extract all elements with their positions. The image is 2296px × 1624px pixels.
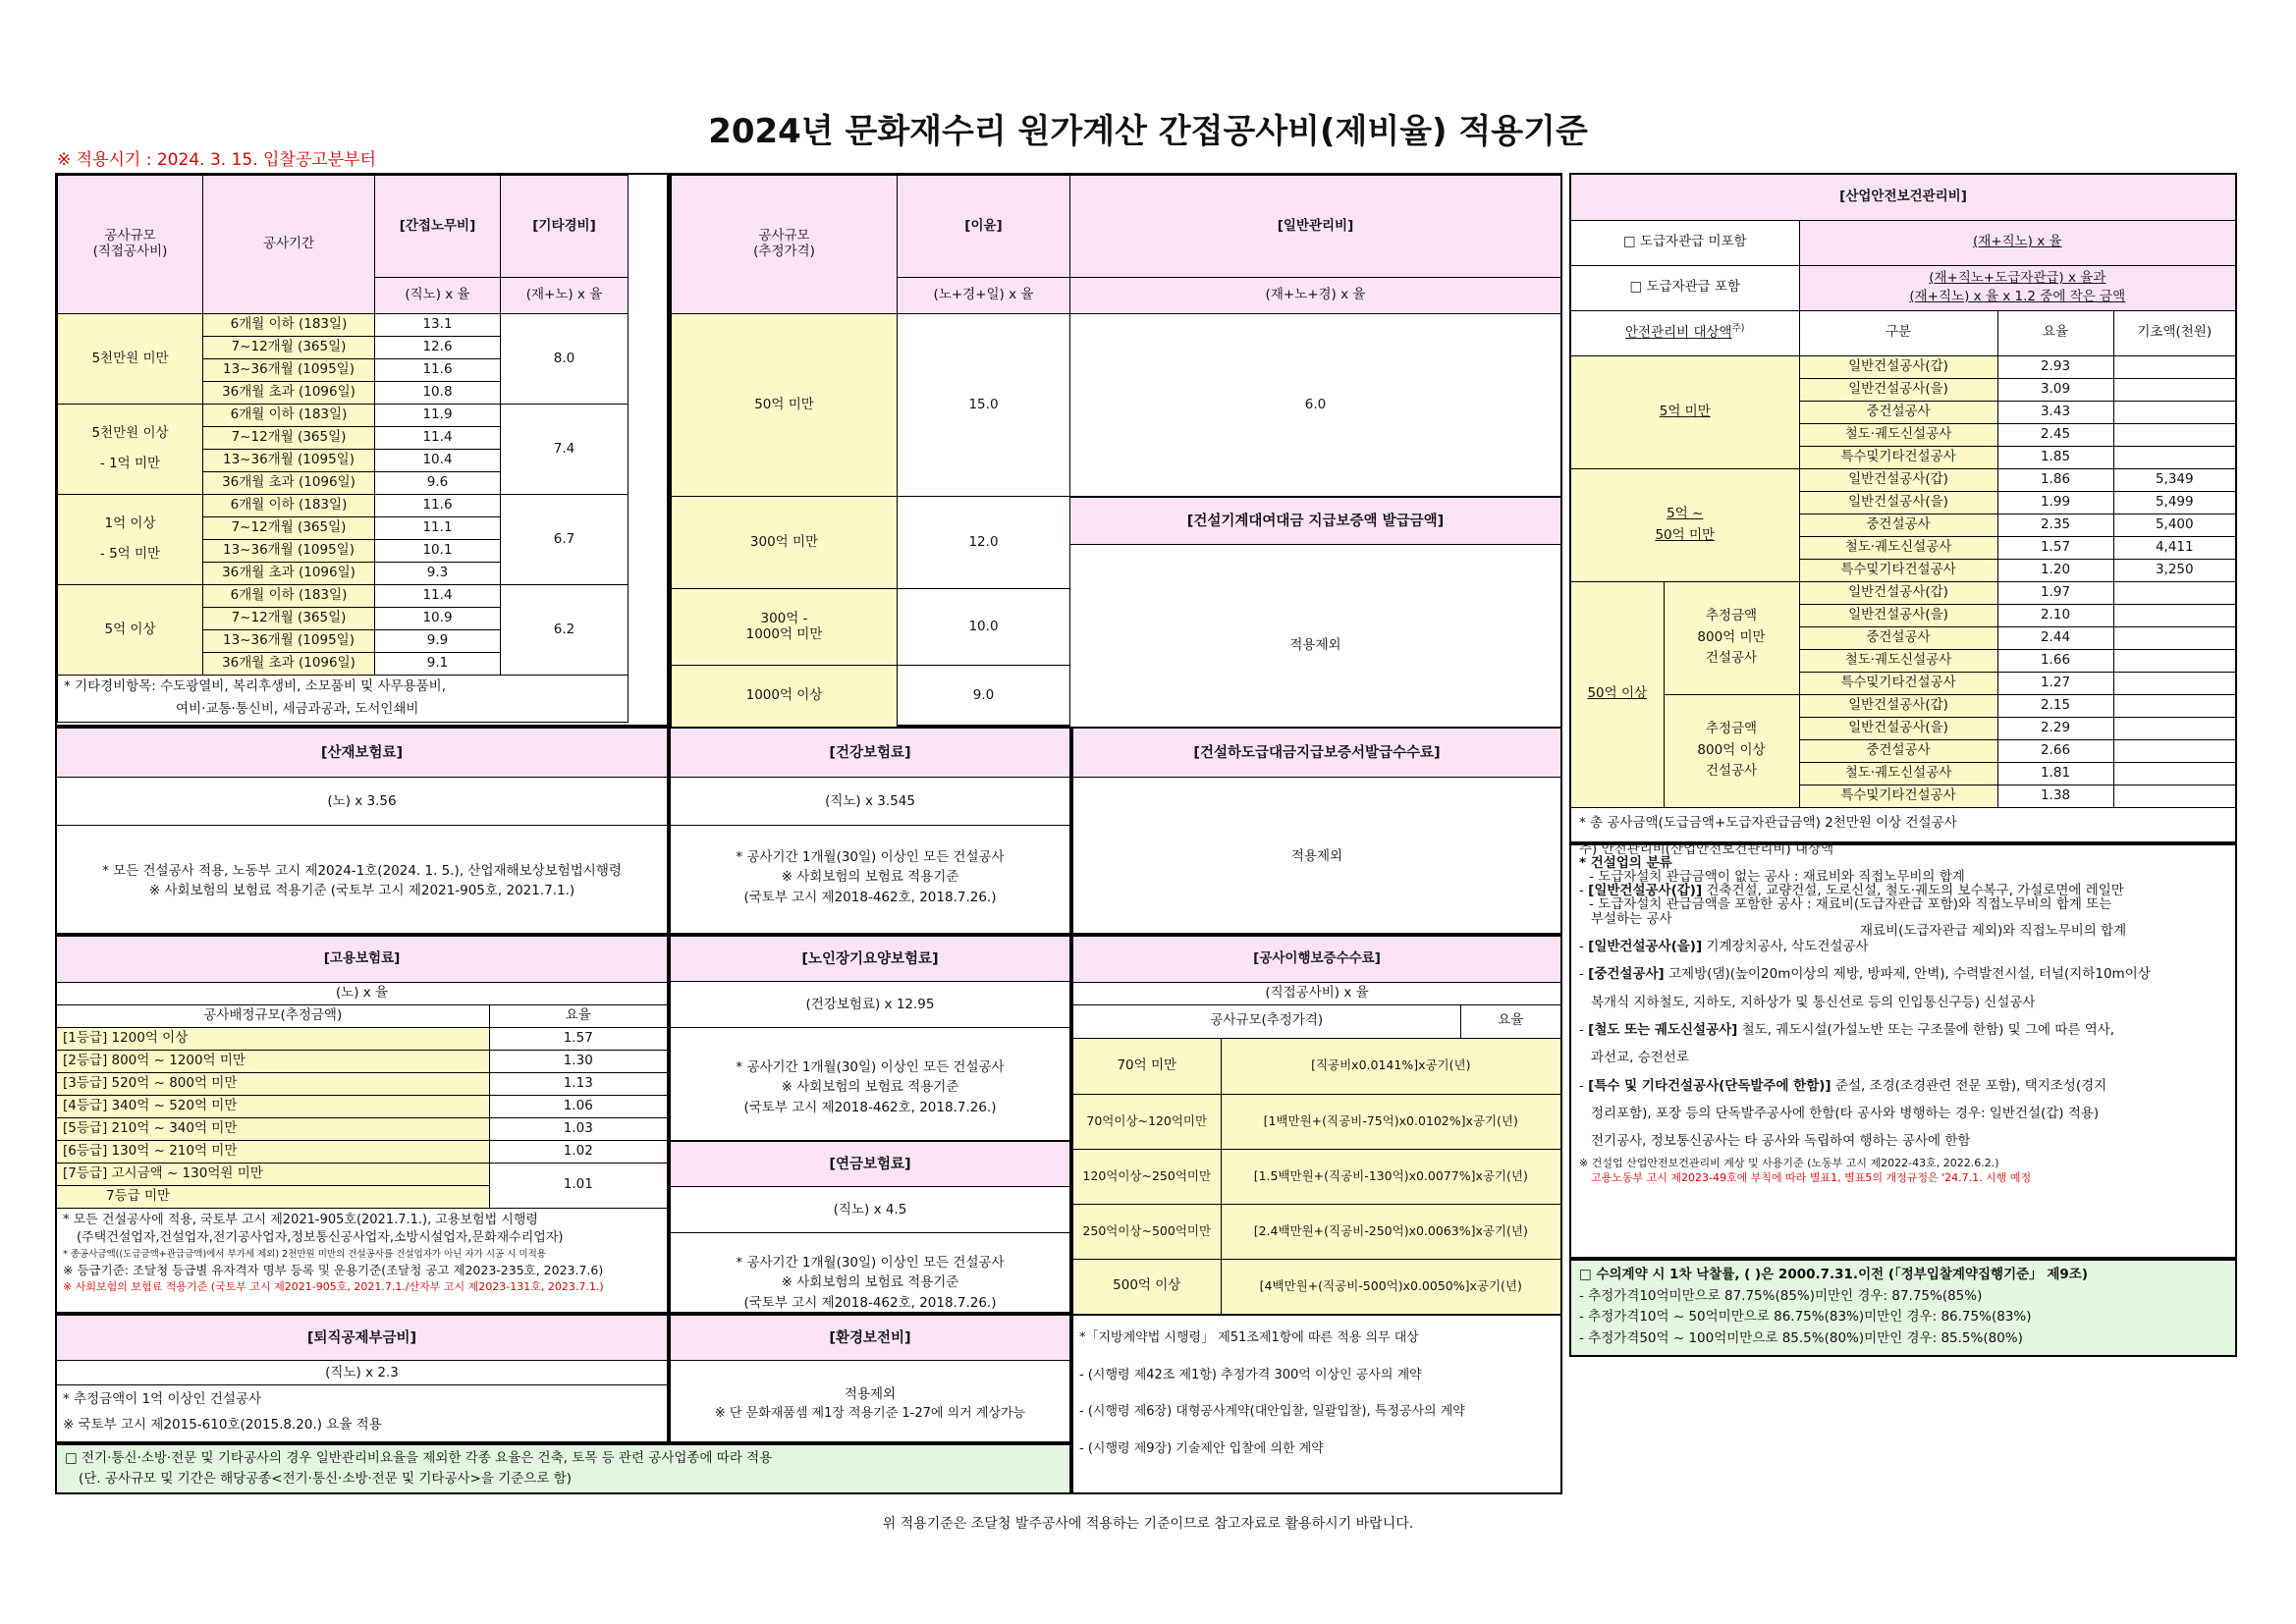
labor-rate: 11.9 <box>375 405 501 427</box>
safety-base <box>2113 649 2235 672</box>
employment-grade: [4등급] 340억 ~ 520억 미만 <box>57 1095 489 1117</box>
longterm-notes <box>671 1028 1069 1142</box>
safety-base <box>2113 423 2235 446</box>
labor-rate: 9.6 <box>375 472 501 495</box>
classify-item-3b: 복개식 지하철도, 지하도, 지하상가 및 통신선로 등의 인입통신구등) 신설공사 <box>1591 994 2036 1010</box>
env-note: ※ 단 문화재품셈 제1장 적용기준 1-27에 의거 계상가능 <box>714 1406 1026 1422</box>
contract-list <box>1571 1261 2235 1353</box>
safety-c1-formula: (재+직노) x 율 <box>1799 220 2235 265</box>
industrial-formula: (노) x 3.56 <box>57 778 667 826</box>
safety-rate: 2.66 <box>1997 739 2113 762</box>
safety-type: 중건설공사 <box>1799 401 1997 423</box>
safety-g2: 5억 ~ 50억 미만 <box>1571 468 1799 581</box>
health-note-3: (국토부 고시 제2018-462호, 2018.7.26.) <box>743 889 997 905</box>
safety-base <box>2113 446 2235 468</box>
classify-item-2: - [일반건설공사(을)] 기계장치공사, 삭도건설공사 <box>1579 939 1869 955</box>
safety-note-j1: 주) 안전관리비(산업안전보건관리비) 대상액 <box>1579 841 1834 858</box>
employment-grade: [1등급] 1200억 이상 <box>57 1027 489 1050</box>
labor-period: 36개월 초과 (1096일) <box>203 653 375 676</box>
contract-line-3: - 추정가격50억 ~ 100억미만으로 85.5%(80%)미만인 경우: 85.5%(80%) <box>1579 1329 2023 1346</box>
retire-block <box>55 1314 669 1443</box>
labor-scale-1: 5천만원 미만 <box>58 314 203 405</box>
health-notes <box>671 826 1069 907</box>
industrial-notes <box>57 826 667 901</box>
guarantee-scale: 250억이상~500억미만 <box>1073 1204 1221 1259</box>
labor-period: 36개월 초과 (1096일) <box>203 563 375 585</box>
contract-line-2: - 추정가격10억 ~ 50억미만으로 86.75%(83%)미만인 경우: 86.75%(83%) <box>1579 1309 2032 1326</box>
profit-h-profit: [이윤] <box>898 176 1070 278</box>
safety-type: 중건설공사 <box>1799 514 1997 536</box>
safety-g3b: 추정금액 800억 이상 건설공사 <box>1664 694 1799 807</box>
guarantee-rate: [2.4백만원+(직공비-250억)x0.0063%]x공기(년) <box>1221 1204 1560 1259</box>
pension-note-3: (국토부 고시 제2018-462호, 2018.7.26.) <box>743 1294 997 1311</box>
admin-rate: 6.0 <box>1070 314 1561 497</box>
employment-notes <box>57 1209 667 1299</box>
employment-rate: 1.02 <box>489 1140 667 1163</box>
health-title: [건강보험료] <box>671 729 1069 778</box>
profit-scale-3: 300억 - 1000억 미만 <box>672 589 898 666</box>
safety-title: [산업안전보건관리비] <box>1571 175 2235 220</box>
safety-rate: 1.97 <box>1997 581 2113 604</box>
employment-grade: 7등급 미만 <box>57 1185 489 1208</box>
pension-title: [연금보험료] <box>671 1142 1069 1187</box>
classify-note-2: 고용노동부 고시 제2023-49호에 부칙에 따라 별표1, 별표5의 개정규정은 '24.7.1. 시행 예정 <box>1591 1171 2032 1185</box>
labor-rate: 12.6 <box>375 337 501 359</box>
labor-f-labor: (직노) x 율 <box>375 278 501 314</box>
labor-period: 6개월 이하 (183일) <box>203 314 375 337</box>
bottom-note-1: □ 전기·통신·소방·전문 및 기타공사의 경우 일반관리비요율을 제외한 각종 요율은 건축, 토목 등 관련 공사업종에 따라 적용 <box>65 1450 773 1466</box>
admin-h: [일반관리비] <box>1070 176 1561 278</box>
guarantee-notes-block <box>1071 1314 1562 1494</box>
safety-base: 5,400 <box>2113 514 2235 536</box>
safety-type: 일반건설공사(갑) <box>1799 581 1997 604</box>
safety-rate: 1.81 <box>1997 762 2113 785</box>
safety-base <box>2113 762 2235 785</box>
env-value: 적용제외 <box>844 1386 897 1402</box>
employment-note-1: * 모든 건설공사에 적용, 국토부 고시 제2021-905호(2021.7.1.), 고용보험법 시행령 <box>63 1212 538 1227</box>
profit-rate-2: 12.0 <box>898 497 1070 589</box>
safety-type: 일반건설공사(을) <box>1799 491 1997 514</box>
other-rate: 6.2 <box>501 585 629 676</box>
labor-rate: 13.1 <box>375 314 501 337</box>
guarantee-scale: 500억 이상 <box>1073 1259 1221 1314</box>
safety-rate: 1.38 <box>1997 785 2113 807</box>
safety-type: 철도·궤도신설공사 <box>1799 536 1997 559</box>
labor-period: 7~12개월 (365일) <box>203 427 375 450</box>
safety-rate: 1.85 <box>1997 446 2113 468</box>
labor-rate: 11.1 <box>375 517 501 540</box>
safety-c1-label: □ 도급자관급 미포함 <box>1571 220 1799 265</box>
employment-note-2: (주택건설업자,건설업자,전기공사업자,정보통신공사업자,소방시설업자,문화재수리업자) <box>77 1230 564 1246</box>
retire-note-1: * 추정금액이 1억 이상인 건설공사 <box>63 1391 262 1407</box>
safety-base: 3,250 <box>2113 559 2235 581</box>
safety-base <box>2113 785 2235 807</box>
safety-rate: 2.93 <box>1997 355 2113 378</box>
safety-base <box>2113 717 2235 739</box>
labor-rate: 10.8 <box>375 382 501 405</box>
guarantee-note-1: *「지방계약법 시행령」 제51조제1항에 따른 적용 의무 대상 <box>1079 1330 1419 1345</box>
bottom-note-block <box>55 1443 1071 1494</box>
apply-period: ※ 적용시기 : 2024. 3. 15. 입찰공고분부터 <box>57 150 376 170</box>
classify-item-1b: 부설하는 공사 <box>1591 910 1672 927</box>
subcon-value: 적용제외 <box>1290 848 1343 864</box>
classify-item-5c: 전기공사, 정보통신공사는 타 공사와 독립하여 행하는 공사에 한함 <box>1591 1133 1971 1150</box>
employment-rate: 1.03 <box>489 1117 667 1140</box>
machine-title: [건설기계대여대금 지급보증액 발급금액] <box>1070 498 1560 545</box>
health-formula: (직노) x 3.545 <box>671 778 1069 826</box>
retire-formula: (직노) x 2.3 <box>57 1361 667 1385</box>
subcon-title: [건설하도급대금지급보증서발급수수료] <box>1073 729 1560 778</box>
safety-note-j3: - 도급자설치 관급금액을 포함한 공사 : 재료비(도급자관급 포함)와 직접노무비의 합계 또는 <box>1589 895 2112 912</box>
employment-formula: (노) x 율 <box>57 982 667 1004</box>
safety-rate: 1.27 <box>1997 672 2113 694</box>
classify-item-1: - [일반건설공사(갑)] 건축건설, 교량건설, 도로신설, 철도·궤도의 보수복구, 가설로면에 레일만 <box>1579 883 2124 899</box>
classify-block <box>1569 843 2237 1259</box>
safety-base <box>2113 739 2235 762</box>
pension-note-2: ※ 사회보험의 보험료 적용기준 <box>781 1274 959 1291</box>
safety-rate: 1.57 <box>1997 536 2113 559</box>
safety-base <box>2113 672 2235 694</box>
employment-note-4: ※ 등급기준: 조달청 등급별 유자격자 명부 등록 및 운용기준(조달청 공고 제2023-235호, 2023.7.6) <box>63 1262 604 1277</box>
guarantee-note-4: - (시행령 제9장) 기술제안 입찰에 의한 계약 <box>1079 1441 1324 1457</box>
safety-rate: 1.66 <box>1997 649 2113 672</box>
employment-grade: [3등급] 520억 ~ 800억 미만 <box>57 1072 489 1095</box>
labor-rate: 9.9 <box>375 630 501 653</box>
safety-rate: 1.99 <box>1997 491 2113 514</box>
pension-note-1: * 공사기간 1개월(30일) 이상인 모든 건설공사 <box>736 1255 1005 1271</box>
profit-rate-1: 15.0 <box>898 314 1070 497</box>
machine-value: 적용제외 <box>1289 637 1341 653</box>
pension-notes <box>671 1233 1069 1313</box>
employment-rate: 1.57 <box>489 1027 667 1050</box>
labor-period: 13~36개월 (1095일) <box>203 450 375 472</box>
employment-grade: [5등급] 210억 ~ 340억 미만 <box>57 1117 489 1140</box>
labor-rate: 9.3 <box>375 563 501 585</box>
safety-note-total: * 총 공사금액(도급금액+도급자관급금액) 2천만원 이상 건설공사 <box>1579 814 1957 831</box>
guarantee-scale: 120억이상~250억미만 <box>1073 1149 1221 1204</box>
safety-rate: 2.35 <box>1997 514 2113 536</box>
safety-g1: 5억 미만 <box>1571 355 1799 468</box>
labor-period: 13~36개월 (1095일) <box>203 630 375 653</box>
employment-grade: [6등급] 130억 ~ 210억 미만 <box>57 1140 489 1163</box>
labor-rate: 11.6 <box>375 359 501 382</box>
safety-type: 중건설공사 <box>1799 739 1997 762</box>
safety-rate: 3.43 <box>1997 401 2113 423</box>
employment-table <box>57 937 667 1209</box>
profit-f: (노+경+일) x 율 <box>898 278 1070 314</box>
safety-h-type: 구분 <box>1799 310 1997 355</box>
classify-item-5: - [특수 및 기타건설공사(단독발주에 한함)] 준설, 조경(조경관련 전문 포함), 택지조성(경지 <box>1579 1077 2107 1094</box>
profit-scale-4: 1000억 이상 <box>672 666 898 728</box>
safety-base <box>2113 581 2235 604</box>
safety-type: 철도·궤도신설공사 <box>1799 762 1997 785</box>
safety-type: 중건설공사 <box>1799 626 1997 649</box>
employment-note-3: * 종공사금액((도급금액+관급금액)에서 부가세 제외) 2천만원 미만의 건설공사를 건설업자가 아닌 자가 시공 시 미적용 <box>63 1249 546 1261</box>
guarantee-block <box>1071 935 1562 1314</box>
safety-h-rate: 요율 <box>1997 310 2113 355</box>
labor-rate: 9.1 <box>375 653 501 676</box>
other-rate: 6.7 <box>501 495 629 585</box>
pension-formula: (직노) x 4.5 <box>671 1187 1069 1233</box>
machine-box <box>1069 496 1560 727</box>
health-note-1: * 공사기간 1개월(30일) 이상인 모든 건설공사 <box>736 849 1005 865</box>
safety-note-j4: 재료비(도급자관급 제외)와 직접노무비의 합계 <box>1860 923 2127 940</box>
employment-note-5: ※ 사회보험의 보험료 적용기준 (국토부 고시 제2021-905호, 2021.7.1./산자부 고시 제2023-131호, 2023.7.1.) <box>63 1280 604 1294</box>
labor-period: 13~36개월 (1095일) <box>203 359 375 382</box>
safety-type: 특수및기타건설공사 <box>1799 672 1997 694</box>
profit-h-scale: 공사규모 (추정가격) <box>672 176 898 314</box>
guarantee-note-2: - (시행령 제42조 제1항) 추정가격 300억 이상인 공사의 계약 <box>1079 1367 1422 1382</box>
labor-scale-4: 5억 이상 <box>58 585 203 676</box>
profit-block <box>669 173 1562 727</box>
safety-type: 특수및기타건설공사 <box>1799 785 1997 807</box>
safety-base <box>2113 401 2235 423</box>
classify-item-5b: 정리포함), 포장 등의 단독발주공사에 한함(타 공사와 병행하는 경우: 일반건설(갑) 적용) <box>1591 1106 2100 1122</box>
safety-rate: 1.86 <box>1997 468 2113 491</box>
labor-h-labor: [간접노무비] <box>375 176 501 278</box>
longterm-note-3: (국토부 고시 제2018-462호, 2018.7.26.) <box>743 1099 997 1115</box>
labor-rate: 10.1 <box>375 540 501 563</box>
industrial-note-1: * 모든 건설공사 적용, 노동부 고시 제2024-1호(2024. 1. 5.), 산업재해보상보험법시행령 <box>102 863 622 879</box>
labor-table <box>57 175 670 723</box>
employment-rate: 1.13 <box>489 1072 667 1095</box>
bottom-note-2: (단. 공사규모 및 기간은 해당공종<전기·통신·소방·전문 및 기타공사>을 기준으로 함) <box>79 1470 572 1487</box>
health-note-2: ※ 사회보험의 보험료 적용기준 <box>781 869 959 886</box>
guarantee-formula: (직접공사비) x 율 <box>1073 982 1560 1004</box>
labor-period: 6개월 이하 (183일) <box>203 585 375 608</box>
labor-rate: 11.4 <box>375 427 501 450</box>
safety-type: 일반건설공사(갑) <box>1799 468 1997 491</box>
other-rate: 8.0 <box>501 314 629 405</box>
profit-rate-4: 9.0 <box>898 666 1070 728</box>
safety-rate: 1.20 <box>1997 559 2113 581</box>
labor-scale-3: 1억 이상 - 5억 미만 <box>58 495 203 585</box>
classify-item-4b: 과선교, 승전선로 <box>1591 1050 1689 1066</box>
guarantee-scale: 70억이상~120억미만 <box>1073 1094 1221 1149</box>
employment-h-rate: 요율 <box>489 1004 667 1027</box>
longterm-formula: (건강보험료) x 12.95 <box>671 982 1069 1028</box>
guarantee-title: [공사이행보증수수료] <box>1073 937 1560 982</box>
labor-note-1: * 기타경비항목: 수도광열비, 복리후생비, 소모품비 및 사무용품비, <box>58 676 629 699</box>
guarantee-h-rate: 요율 <box>1460 1004 1560 1038</box>
labor-scale-2: 5천만원 이상 - 1억 미만 <box>58 405 203 495</box>
safety-rate: 3.09 <box>1997 378 2113 401</box>
safety-g3a: 추정금액 800억 미만 건설공사 <box>1664 581 1799 694</box>
labor-rate: 11.6 <box>375 495 501 517</box>
safety-h-base: 기초액(천원) <box>2113 310 2235 355</box>
employment-title: [고용보험료] <box>57 937 667 982</box>
longterm-note-2: ※ 사회보험의 보험료 적용기준 <box>781 1079 959 1096</box>
industrial-block <box>55 727 669 935</box>
labor-h-period: 공사기간 <box>203 176 375 314</box>
classify-item-4: - [철도 또는 궤도신설공사] 철도, 궤도시설(가설노반 또는 구조물에 한함) 및 그에 따른 역사, <box>1579 1022 2115 1039</box>
employment-h-scale: 공사배정규모(추정금액) <box>57 1004 489 1027</box>
safety-type: 일반건설공사(갑) <box>1799 355 1997 378</box>
labor-period: 6개월 이하 (183일) <box>203 495 375 517</box>
main-area <box>55 173 2237 1494</box>
other-rate: 7.4 <box>501 405 629 495</box>
guarantee-note-3: - (시행령 제6장) 대형공사계약(대안입찰, 일괄입찰), 특정공사의 계약 <box>1079 1404 1465 1420</box>
employment-grade: [2등급] 800억 ~ 1200억 미만 <box>57 1050 489 1072</box>
safety-base <box>2113 355 2235 378</box>
classify-title: * 건설업의 분류 <box>1579 855 1672 871</box>
labor-h-other: [기타경비] <box>501 176 629 278</box>
labor-f-other: (재+노) x 율 <box>501 278 629 314</box>
safety-type: 일반건설공사(을) <box>1799 378 1997 401</box>
labor-rate: 10.9 <box>375 608 501 630</box>
env-block <box>669 1314 1071 1443</box>
employment-grade: [7등급] 고시금액 ~ 130억원 미만 <box>57 1163 489 1185</box>
labor-block <box>55 173 669 727</box>
safety-base: 4,411 <box>2113 536 2235 559</box>
longterm-note-1: * 공사기간 1개월(30일) 이상인 모든 건설공사 <box>736 1059 1005 1075</box>
industrial-note-2: ※ 사회보험의 보험료 적용기준 (국토부 고시 제2021-905호, 2021.7.1.) <box>148 883 575 899</box>
safety-type: 철도·궤도신설공사 <box>1799 649 1997 672</box>
safety-base: 5,349 <box>2113 468 2235 491</box>
profit-rate-3: 10.0 <box>898 589 1070 666</box>
classify-note-1: ※ 건설업 산업안전보건관리비 계상 및 사용기준 (노동부 고시 제2022-43호, 2022.6.2.) <box>1579 1156 1999 1169</box>
contract-line-1: - 추정가격10억미만으로 87.75%(85%)미만인 경우: 87.75%(85%) <box>1579 1287 1983 1304</box>
safety-base <box>2113 626 2235 649</box>
contract-title: □ 수의계약 시 1차 낙찰률, ( )은 2000.7.31.이전 (「정부입찰계약집행기준」 제9조) <box>1579 1267 2089 1282</box>
env-title: [환경보전비] <box>671 1316 1069 1361</box>
employment-block <box>55 935 669 1314</box>
safety-rate: 2.10 <box>1997 604 2113 626</box>
guarantee-rate: [1.5백만원+(직공비-130억)x0.0077%]x공기(년) <box>1221 1149 1560 1204</box>
safety-type: 특수및기타건설공사 <box>1799 446 1997 468</box>
footer-note: 위 적용기준은 조달청 발주공사에 적용하는 기준이므로 참고자료로 활용하시기 바랍니다. <box>882 1516 1414 1532</box>
labor-period: 7~12개월 (365일) <box>203 517 375 540</box>
employment-rate: 1.01 <box>489 1163 667 1208</box>
profit-scale-1: 50억 미만 <box>672 314 898 497</box>
safety-base <box>2113 694 2235 717</box>
safety-g3: 50억 이상 <box>1571 581 1664 807</box>
safety-rate: 2.44 <box>1997 626 2113 649</box>
safety-base <box>2113 378 2235 401</box>
safety-h-target: 안전관리비 대상액$^{주)}$ <box>1571 310 1799 355</box>
longterm-title: [노인장기요양보험료] <box>671 937 1069 982</box>
employment-rate: 1.06 <box>489 1095 667 1117</box>
safety-type: 특수및기타건설공사 <box>1799 559 1997 581</box>
bottom-notes <box>57 1445 1069 1492</box>
labor-period: 13~36개월 (1095일) <box>203 540 375 563</box>
safety-c2-label: □ 도급자관급 포함 <box>1571 265 1799 310</box>
profit-scale-2: 300억 미만 <box>672 497 898 589</box>
retire-note-2: ※ 국토부 고시 제2015-610호(2015.8.20.) 요율 적용 <box>63 1416 382 1433</box>
env-notes <box>671 1361 1069 1424</box>
safety-type: 일반건설공사(갑) <box>1799 694 1997 717</box>
guarantee-rate: [1백만원+(직공비-75억)x0.0102%]x공기(년) <box>1221 1094 1560 1149</box>
subcon-block <box>1071 727 1562 935</box>
safety-table <box>1571 175 2235 808</box>
labor-period: 36개월 초과 (1096일) <box>203 382 375 405</box>
retire-notes <box>57 1385 667 1439</box>
longterm-pension-block <box>669 935 1071 1314</box>
guarantee-rate: [직공비x0.0141%]x공기(년) <box>1221 1038 1560 1094</box>
safety-type: 철도·궤도신설공사 <box>1799 423 1997 446</box>
labor-period: 6개월 이하 (183일) <box>203 405 375 427</box>
page-title: 2024년 문화재수리 원가계산 간접공사비(제비율) 적용기준 <box>708 112 1588 151</box>
classify-list <box>1571 845 2235 1190</box>
labor-period: 7~12개월 (365일) <box>203 337 375 359</box>
safety-c2-formula: (재+직노+도급자관급) x 율과 (재+직노) x 율 x 1.2 중에 작은 금액 <box>1799 265 2235 310</box>
industrial-title: [산재보험료] <box>57 729 667 778</box>
labor-rate: 11.4 <box>375 585 501 608</box>
safety-type: 일반건설공사(을) <box>1799 604 1997 626</box>
safety-note-j2: - 도급자설치 관급금액이 없는 공사 : 재료비와 직접노무비의 합계 <box>1589 868 1965 885</box>
health-block <box>669 727 1071 935</box>
retire-title: [퇴직공제부금비] <box>57 1316 667 1361</box>
guarantee-rate: [4백만원+(직공비-500억)x0.0050%]x공기(년) <box>1221 1259 1560 1314</box>
safety-type: 일반건설공사(을) <box>1799 717 1997 739</box>
employment-rate: 1.30 <box>489 1050 667 1072</box>
labor-period: 7~12개월 (365일) <box>203 608 375 630</box>
labor-note-2: 여비·교통·통신비, 세금과공과, 도서인쇄비 <box>58 699 629 723</box>
guarantee-scale: 70억 미만 <box>1073 1038 1221 1094</box>
labor-period: 36개월 초과 (1096일) <box>203 472 375 495</box>
guarantee-table <box>1073 937 1560 1315</box>
contract-block <box>1569 1259 2237 1357</box>
classify-item-3: - [중건설공사] 고제방(댐)(높이20m이상의 제방, 방파제, 안벽), 수력발전시설, 터널(지하10m이상 <box>1579 966 2151 983</box>
admin-f: (재+노+경) x 율 <box>1070 278 1561 314</box>
guarantee-h-scale: 공사규모(추정가격) <box>1073 1004 1460 1038</box>
safety-base <box>2113 604 2235 626</box>
labor-rate: 10.4 <box>375 450 501 472</box>
safety-rate: 2.45 <box>1997 423 2113 446</box>
guarantee-notes <box>1073 1316 1560 1472</box>
labor-h-scale: 공사규모 (직접공사비) <box>58 176 203 314</box>
safety-rate: 2.29 <box>1997 717 2113 739</box>
safety-base: 5,499 <box>2113 491 2235 514</box>
safety-rate: 2.15 <box>1997 694 2113 717</box>
